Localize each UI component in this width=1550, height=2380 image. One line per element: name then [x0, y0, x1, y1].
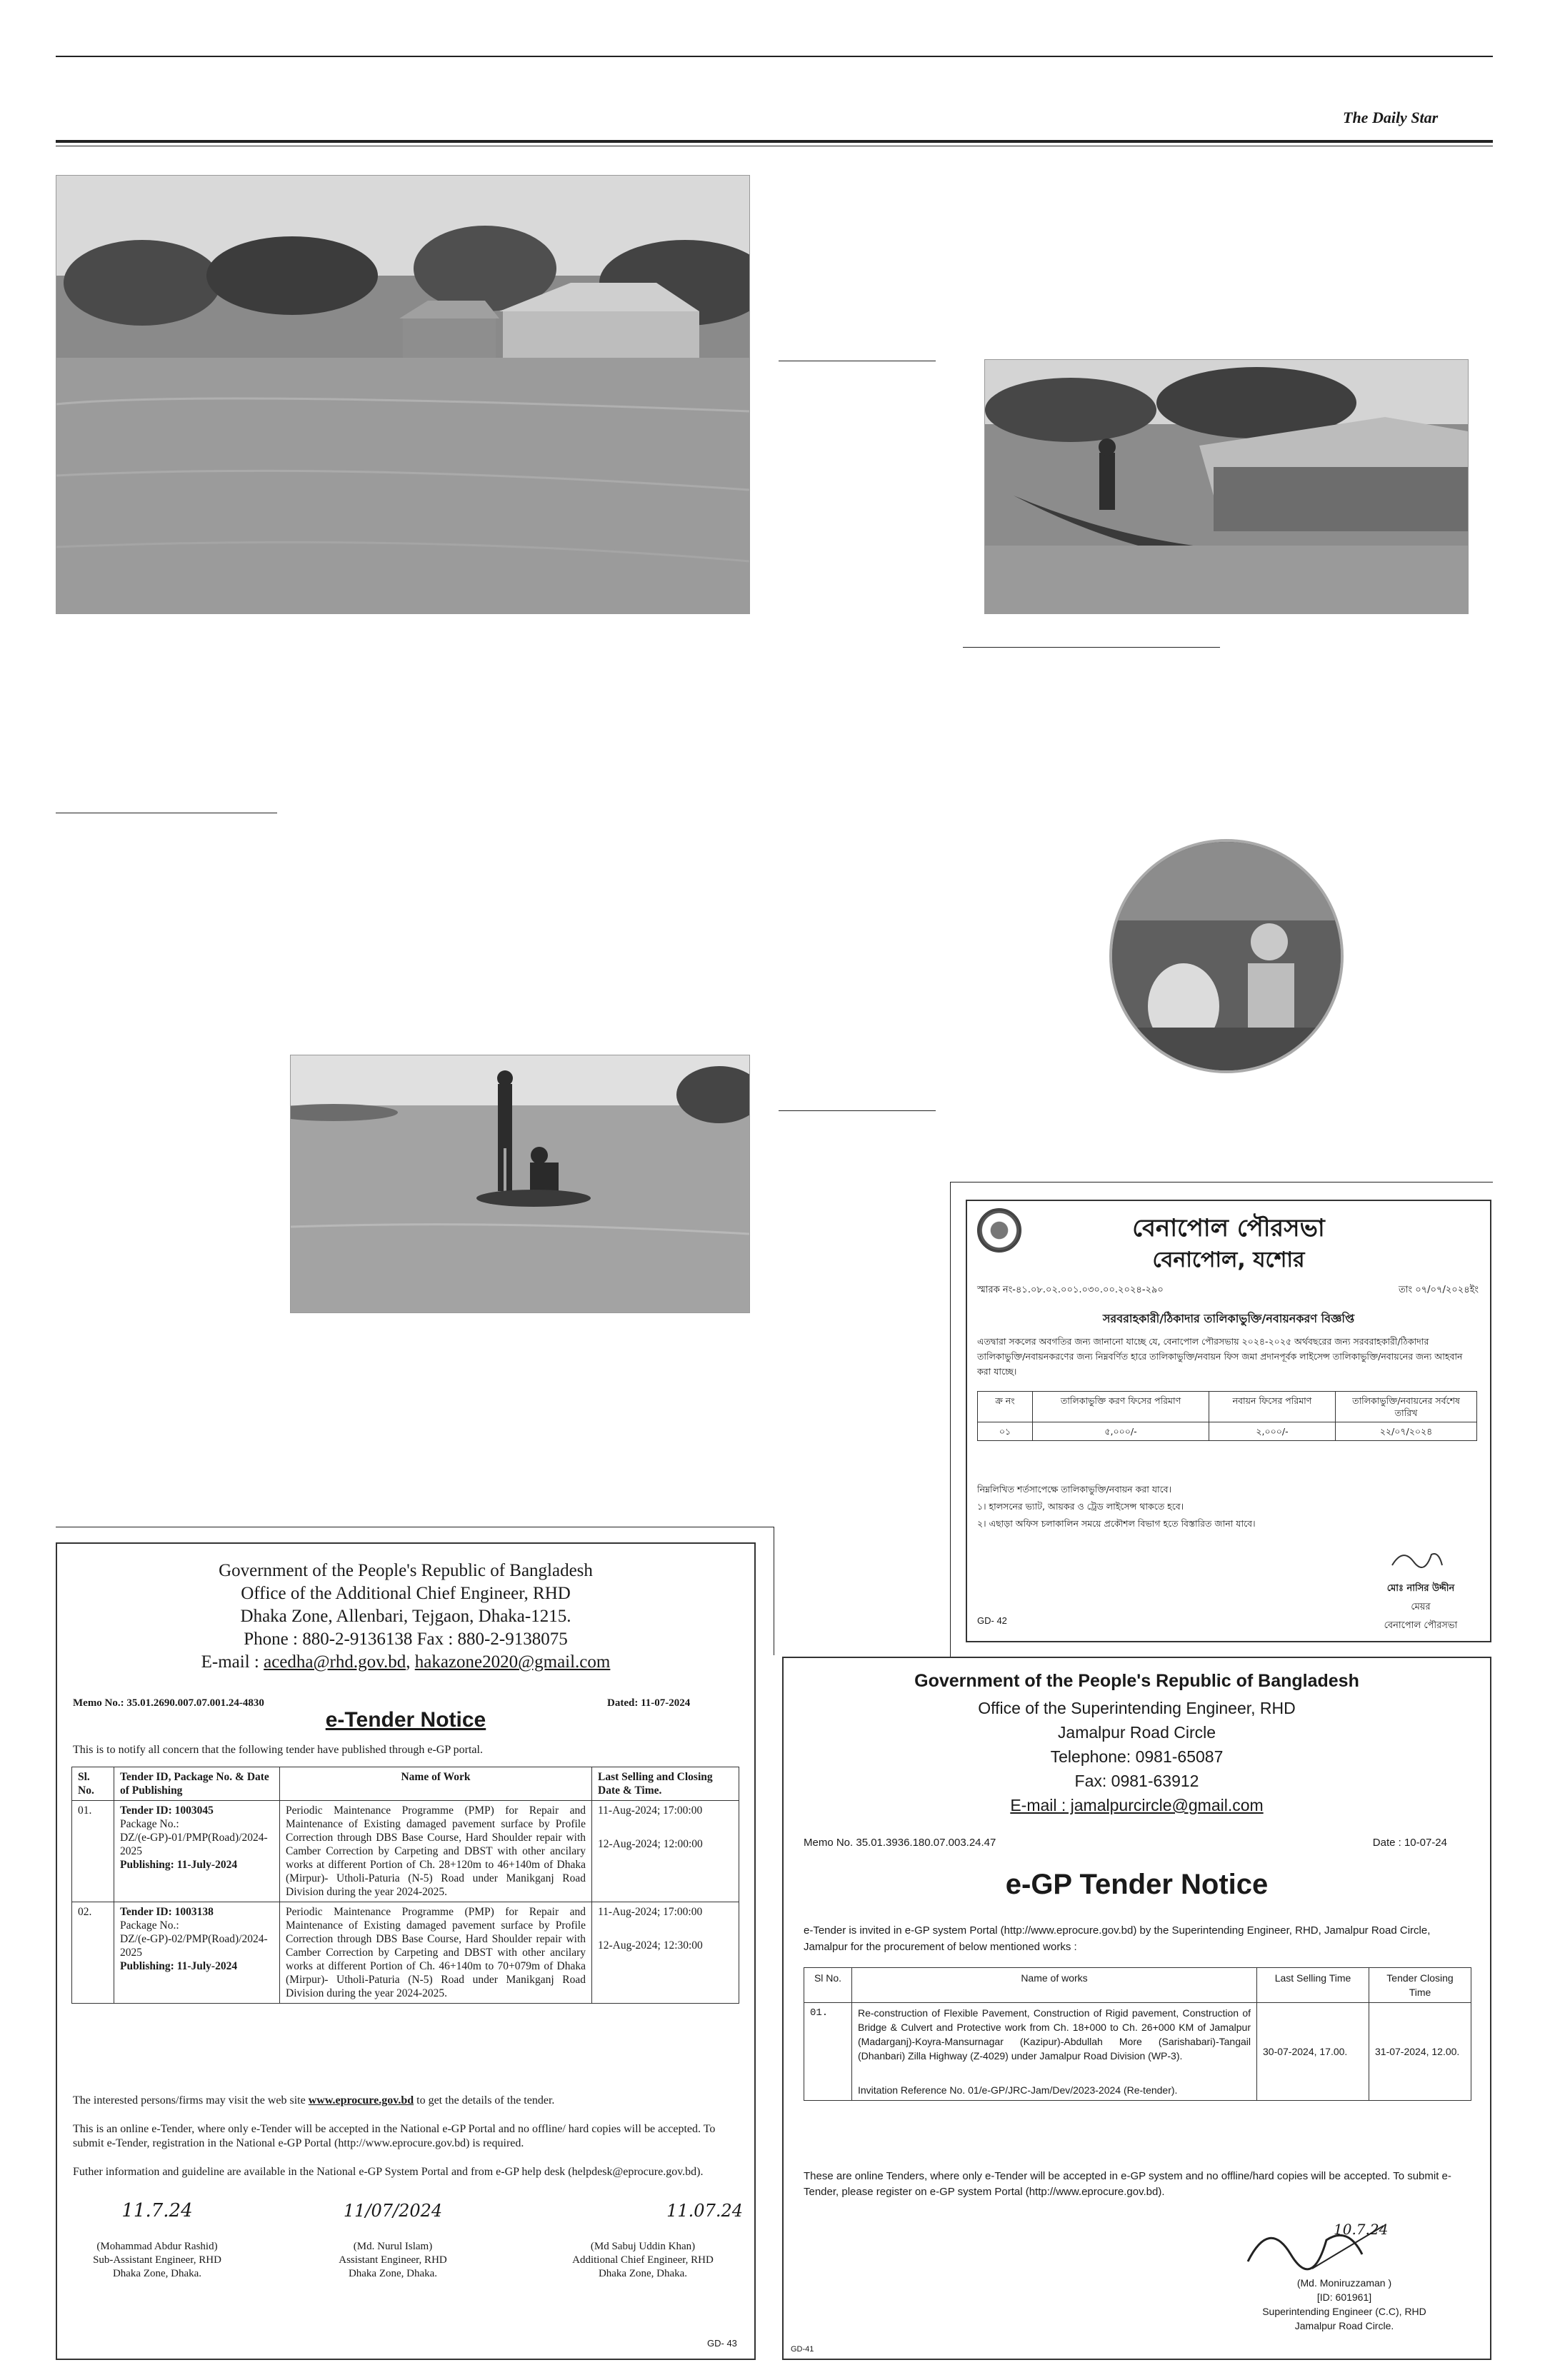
handwritten-signature: 11.7.24 [121, 2200, 193, 2221]
ad-memo: Memo No.: 35.01.2690.007.07.001.24-4830 [73, 1697, 264, 1709]
photo-round-inset [1109, 839, 1344, 1073]
email-link[interactable]: acedha@rhd.gov.bd [264, 1652, 406, 1672]
ad-rhd-jamalpur [782, 1657, 1491, 2360]
table-header: Last Selling Time [1257, 1968, 1369, 2003]
table-cell: 31-07-2024, 12.00. [1369, 2003, 1471, 2101]
ad-header-line: Telephone: 0981-65087 [1050, 1747, 1224, 1766]
photo-boys-raft [290, 1055, 750, 1313]
table-header: Sl No. [804, 1968, 852, 2003]
table-cell: Tender ID: 1003045 Package No.: DZ/(e-GP)-01/PMP(Road)/2024-2025 Publishing: 11-July-2024 [114, 1801, 280, 1902]
ad-intro: This is to notify all concern that the following tender have published through e-GP portal. [73, 1744, 483, 1756]
table-cell: 02. [72, 1902, 114, 2004]
tender-table [804, 1967, 1471, 2101]
table-cell: Periodic Maintenance Programme (PMP) for Repair and Maintenance of Existing damaged pavement surface by Profile Correction through DBS Base Course, Hard Shoulder repair with Camber Correction by Carpeting and DBST with other ancilary works at different Portion of Ch. 46+140m to 70+079m of Dhaka (Mirpur)- Utholi-Paturia (N-5) Road under Manikganj Road Division during the year 2024-2025. [280, 1902, 592, 2004]
top-rule [56, 56, 1493, 57]
column-rule [950, 1182, 951, 1660]
signature-block: 11.7.24 (Mohammad Abdur Rashid) Sub-Assistant Engineer, RHD Dhaka Zone, Dhaka. [64, 2204, 250, 2281]
column-rule [779, 1110, 936, 1111]
table-cell: Periodic Maintenance Programme (PMP) for Repair and Maintenance of Existing damaged pavement surface by Profile Correction through DBS Base Course, Hard Shoulder repair with Camber Correction by Carpeting and DBST with other ancilary works at different Portion of Ch. 28+120m to 46+140m of Dhaka (Mirpur)- Utholi-Paturia (N-5) Road under Manikganj Road Division during the year 2024-2025. [280, 1801, 592, 1902]
table-header: Name of works [852, 1968, 1257, 2003]
table-cell: 11-Aug-2024; 17:00:00 12-Aug-2024; 12:30:00 [592, 1902, 739, 2004]
ad-date: তাং ০৭/০৭/২০২৪ইং [1399, 1285, 1479, 1295]
table-header: Sl. No. [72, 1767, 114, 1801]
table-header: নবায়ন ফিসের পরিমাণ [1209, 1392, 1336, 1422]
ad-body: এতদ্বারা সকলের অবগতির জন্য জানানো যাচ্ছে যে, বেনাপোল পৌরসভায় ২০২৪-২০২৫ অর্থবছরের জন্য সরবরাহকারী/ঠিকাদার তালিকাভুক্তি/নবায়নকরণের জন্য নিম্নবর্ণিত হারে তালিকাভুক্তি/নবায়ন ফিস জমা প্রদানপূর্বক লাইসেন্স তালিকাভুক্তি/নবায়নের জন্য আহবান করা যাচ্ছে। [977, 1336, 1463, 1377]
handwritten-signature [1389, 1544, 1446, 1572]
table-header: Name of Work [280, 1767, 592, 1801]
ad-header-line: Phone : 880-2-9136138 Fax : 880-2-9138075 [244, 1630, 568, 1649]
signature-block: 11/07/2024 (Md. Nurul Islam) Assistant Engineer, RHD Dhaka Zone, Dhaka. [300, 2204, 486, 2281]
signature-block: (Md. Moniruzzaman ) [ID: 601961] Superintending Engineer (C.C), RHD Jamalpur Road Circle. [1262, 2277, 1426, 2331]
condition-item: ২। এছাড়া অফিস চলাকালিন সময়ে প্রকৌশল বিভাগ হতে বিস্তারিত জানা যাবে। [977, 1518, 1256, 1529]
table-header: তালিকাভুক্তি/নবায়নের সর্বশেষ তারিখ [1336, 1392, 1477, 1422]
table-row [978, 1422, 1477, 1441]
ad-header-line: Government of the People's Republic of Bangladesh [219, 1561, 593, 1580]
table-cell: 30-07-2024, 17.00. [1257, 2003, 1369, 2101]
table-row [72, 1902, 739, 2004]
ad-title: বেনাপোল পৌরসভা [1132, 1214, 1325, 1242]
ad-heading: সরবরাহকারী/ঠিকাদার তালিকাভুক্তি/নবায়নকরণ বিজ্ঞপ্তি [1102, 1312, 1355, 1325]
ad-header-line: Jamalpur Road Circle [1057, 1723, 1216, 1742]
ad-intro: e-Tender is invited in e-GP system Portal (http://www.eprocure.gov.bd) by the Superintending Engineer, RHD, Jamalpur Road Circle, Jamalpur for the procurement of below mentioned works : [804, 1924, 1431, 1953]
table-header: Tender ID, Package No. & Date of Publishing [114, 1767, 280, 1801]
tender-table [71, 1767, 739, 2004]
table-header: তালিকাভুক্তি করণ ফিসের পরিমাণ [1033, 1392, 1209, 1422]
ad-code: GD- 42 [977, 1615, 1007, 1626]
ad-subtitle: বেনাপোল, যশোর [1152, 1247, 1305, 1272]
masthead-logo: The Daily Star [1343, 109, 1439, 126]
ad-header-line: Fax: 0981-63912 [1074, 1772, 1199, 1790]
ad-note: Futher information and guideline are available in the National e-GP System Portal and from e-GP help desk (helpdesk@eprocure.gov.bd). [73, 2166, 704, 2178]
column-rule [963, 647, 1220, 648]
handwritten-signature: 10.7.24 [1334, 2221, 1389, 2238]
ad-memo: স্মারক নং-৪১.০৮.০২.০০১.০৩০.০০.২০২৪-২৯০ [977, 1285, 1164, 1295]
ad-code: GD- 43 [707, 2338, 737, 2349]
ad-header-line: Office of the Superintending Engineer, RHD [978, 1699, 1296, 1717]
table-cell: ২,০০০/- [1209, 1422, 1336, 1441]
ad-rhd-dhaka [56, 1542, 756, 2360]
table-cell: Tender ID: 1003138 Package No.: DZ/(e-GP)-02/PMP(Road)/2024-2025 Publishing: 11-July-2024 [114, 1902, 280, 2004]
ad-date: Date : 10-07-24 [1372, 1837, 1447, 1849]
photo-flooded-village [56, 175, 750, 614]
ad-note: This is an online e-Tender, where only e-Tender will be accepted in the National e-GP Portal and no offline/ hard copies will be accepted. To submit e-Tender, registration in the National e-GP Portal (http://www.eprocure.gov.bd) is required. [73, 2123, 716, 2149]
handwritten-signature: 11/07/2024 [343, 2201, 443, 2221]
signature-block: 11.07.24 (Md Sabuj Uddin Khan) Additional Chief Engineer, RHD Dhaka Zone, Dhaka. [543, 2204, 743, 2281]
ad-date: Dated: 11-07-2024 [607, 1697, 691, 1709]
masthead-rule [56, 140, 1493, 143]
table-cell: ০১ [978, 1422, 1033, 1441]
ad-header-line: Office of the Additional Chief Engineer, RHD [241, 1584, 571, 1603]
table-row [804, 2003, 1471, 2101]
table-row [72, 1801, 739, 1902]
column-rule [950, 1182, 1493, 1183]
table-cell: 01. [72, 1801, 114, 1902]
email-link[interactable]: hakazone2020@gmail.com [414, 1652, 611, 1672]
ad-memo: Memo No. 35.01.3936.180.07.003.24.47 [804, 1837, 996, 1849]
ad-benapole [966, 1200, 1491, 1642]
table-cell: 01. [804, 2003, 852, 2101]
table-cell: ৫,০০০/- [1033, 1422, 1209, 1441]
ad-header-title: Government of the People's Republic of Bangladesh [914, 1671, 1359, 1691]
ad-title: e-Tender Notice [325, 1708, 486, 1732]
condition-item: ১। হালসনের ভ্যাট, আয়কর ও ট্রেড লাইসেন্স থাকতে হবে। [977, 1501, 1184, 1512]
table-cell: ২২/০৭/২০২৪ [1336, 1422, 1477, 1441]
ad-code: GD-41 [791, 2345, 814, 2354]
table-header: ক্র নং [978, 1392, 1033, 1422]
fee-table [977, 1391, 1477, 1441]
ad-header-line: Dhaka Zone, Allenbari, Tejgaon, Dhaka-1215. [240, 1607, 571, 1626]
conditions-title: নিম্নলিখিত শর্তসাপেক্ষে তালিকাভুক্তি/নবায়ন করা যাবে। [977, 1484, 1172, 1495]
eprocure-link[interactable]: www.eprocure.gov.bd [308, 2094, 414, 2107]
signature-block: মোঃ নাসির উদ্দীন মেয়র বেনাপোল পৌরসভা [1384, 1583, 1458, 1631]
ad-email-line: E-mail : acedha@rhd.gov.bd, hakazone2020@gmail.com [201, 1652, 611, 1672]
table-header: Last Selling and Closing Date & Time. [592, 1767, 739, 1801]
ad-title: e-GP Tender Notice [1005, 1869, 1269, 1900]
table-cell: 11-Aug-2024; 17:00:00 12-Aug-2024; 12:00:00 [592, 1801, 739, 1902]
table-header: Tender Closing Time [1369, 1968, 1471, 2003]
handwritten-signature: 11.07.24 [666, 2201, 743, 2221]
ad-note: The interested persons/firms may visit the web site www.eprocure.gov.bd to get the details of the tender. [73, 2094, 555, 2107]
ad-note: These are online Tenders, where only e-Tender will be accepted in e-GP system and no offline/hard copies will be accepted. To submit e-Tender, please register on e-GP system Portal (http://www.eprocure.gov.bd). [804, 2170, 1451, 2198]
table-cell: Re-construction of Flexible Pavement, Construction of Rigid pavement, Construction of Bridge & Culvert and Protective work from Ch. 18+000 to Ch. 26+000 KM of Jamalpur (Madarganj)-Koyra-Mansurnagar (Kazipur)-Abdullah More (Sarishabari)-Tangail (Dhanbari) Zilla Highway (Z-4029) under Jamalpur Road Division (WP-3). Invitation Reference No. 01/e-GP/JRC-Jam/Dev/2023-2024 (Re-tender). [852, 2003, 1257, 2101]
ad-email-line[interactable]: E-mail : jamalpurcircle@gmail.com [1010, 1796, 1264, 1814]
photo-boat-flood [984, 359, 1469, 614]
